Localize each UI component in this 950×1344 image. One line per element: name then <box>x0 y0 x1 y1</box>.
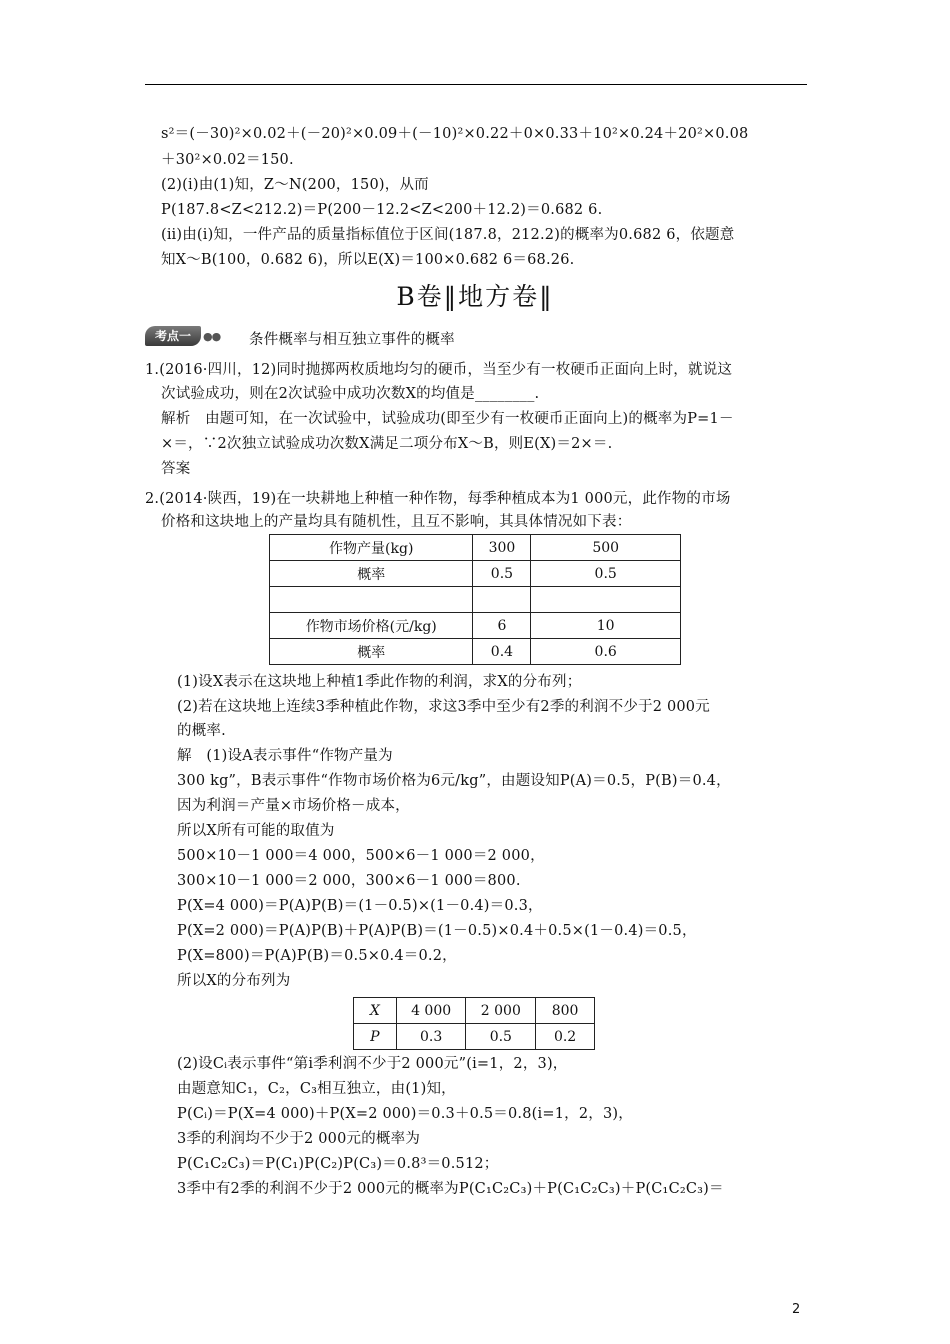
q2-line: 3季的利润均不少于2 000元的概率为 <box>177 1131 421 1147</box>
q2-line: 价格和这块地上的产量均具有随机性，且互不影响，其具体情况如下表： <box>161 514 632 530</box>
q1-line: 解析 由题可知，在一次试验中，试验成功(即至少有一枚硬币正面向上)的概率为P=1－ <box>161 411 734 427</box>
table-cell: 0.5 <box>531 561 681 587</box>
table-cell: X <box>354 998 397 1024</box>
q2-line: 300×10－1 000＝2 000，300×6－1 000＝800. <box>177 873 521 889</box>
section-title: B卷‖地方卷‖ <box>396 282 554 311</box>
q1-line: ×＝，∵2次独立试验成功次数X满足二项分布X～B，则E(X)＝2×＝. <box>161 436 613 452</box>
table-cell: 2 000 <box>466 998 536 1024</box>
q2-line: 的概率. <box>177 723 226 739</box>
table-row <box>270 587 681 613</box>
text-line: 知X～B(100，0.682 6)，所以E(X)＝100×0.682 6＝68.26. <box>161 252 575 268</box>
badge-label: 考点一 <box>145 326 201 346</box>
distribution-table <box>353 997 595 1050</box>
header-rule <box>145 84 807 85</box>
q2-line: (2)若在这块地上连续3季种植此作物，求这3季中至少有2季的利润不少于2 000元 <box>177 699 710 715</box>
q2-line: 所以X所有可能的取值为 <box>177 823 335 839</box>
table-cell: 0.2 <box>536 1024 595 1050</box>
text-line: (ⅱ)由(ⅰ)知，一件产品的质量指标值位于区间(187.8，212.2)的概率为0.682 6，依题意 <box>161 227 735 243</box>
q2-line: P(X=2 000)＝P(A)P(B)＋P(A)P(B)＝(1－0.5)×0.4＋0.5×(1－0.4)＝0.5， <box>177 923 697 939</box>
table-cell: 作物产量(kg) <box>270 535 473 561</box>
page-number: 2 <box>792 1302 801 1317</box>
table-cell <box>531 587 681 613</box>
table-row <box>354 1024 595 1050</box>
table-cell: 0.5 <box>466 1024 536 1050</box>
table-cell: P <box>354 1024 397 1050</box>
badge-dots-icon: ●● <box>203 330 221 343</box>
q2-line: P(X=4 000)＝P(A)P(B)＝(1－0.5)×(1－0.4)＝0.3， <box>177 898 543 914</box>
q2-line: 因为利润＝产量×市场价格－成本， <box>177 798 410 814</box>
q2-line: (2)设Cᵢ表示事件“第i季利润不少于2 000元”(i=1，2，3)， <box>177 1056 568 1072</box>
table-cell: 0.5 <box>473 561 531 587</box>
q1-answer-label: 答案 <box>161 461 191 477</box>
q2-line: 由题意知C₁，C₂，C₃相互独立，由(1)知， <box>177 1081 456 1097</box>
table-row <box>270 613 681 639</box>
q2-line: (1)设X表示在这块地上种植1季此作物的利润，求X的分布列； <box>177 674 582 690</box>
table-cell: 500 <box>531 535 681 561</box>
table-cell: 300 <box>473 535 531 561</box>
table-cell: 作物市场价格(元/kg) <box>270 613 473 639</box>
q2-line: P(C₁C₂C₃)＝P(C₁)P(C₂)P(C₃)＝0.8³＝0.512； <box>177 1156 499 1172</box>
table-cell <box>270 587 473 613</box>
q1-line: 次试验成功，则在2次试验中成功次数X的均值是________. <box>161 386 540 402</box>
q2-line: P(X=800)＝P(A)P(B)＝0.5×0.4＝0.2， <box>177 948 457 964</box>
table-cell: 6 <box>473 613 531 639</box>
text-line: ＋30²×0.02＝150. <box>161 152 294 168</box>
table-cell: 800 <box>536 998 595 1024</box>
table-cell <box>473 587 531 613</box>
q2-line: 2.(2014·陕西，19)在一块耕地上种植一种作物，每季种植成本为1 000元，此作物的市场 <box>145 491 731 507</box>
table-row <box>270 561 681 587</box>
table-cell: 概率 <box>270 639 473 665</box>
table-row <box>354 998 595 1024</box>
text-line: s²＝(－30)²×0.02＋(－20)²×0.09＋(－10)²×0.22＋0×0.33＋10²×0.24＋20²×0.08 <box>161 126 749 142</box>
table-row <box>270 639 681 665</box>
q1-line: 1.(2016·四川，12)同时抛掷两枚质地均匀的硬币，当至少有一枚硬币正面向上时，就说这 <box>145 362 733 378</box>
q2-line: 3季中有2季的利润不少于2 000元的概率为P(C₁C₂C₃)＋P(C₁C₂C₃)＋P(C₁C₂C₃)＝ <box>177 1181 724 1197</box>
topic-badge <box>145 326 229 346</box>
table-row <box>270 535 681 561</box>
text-line: (2)(ⅰ)由(1)知，Z～N(200，150)，从而 <box>161 177 429 193</box>
yield-price-table <box>269 534 681 665</box>
q2-line: 500×10－1 000＝4 000，500×6－1 000＝2 000， <box>177 848 545 864</box>
table-cell: 0.3 <box>396 1024 466 1050</box>
q2-line: P(Cᵢ)＝P(X=4 000)＋P(X=2 000)＝0.3＋0.5＝0.8(i=1，2，3)， <box>177 1106 633 1122</box>
topic-heading: 条件概率与相互独立事件的概率 <box>249 332 455 348</box>
text-line: P(187.8<Z<212.2)＝P(200－12.2<Z<200＋12.2)＝0.682 6. <box>161 202 603 218</box>
table-cell: 4 000 <box>396 998 466 1024</box>
table-cell: 0.4 <box>473 639 531 665</box>
q2-line: 300 kg”，B表示事件“作物市场价格为6元/kg”，由题设知P(A)＝0.5，P(B)＝0.4， <box>177 773 731 789</box>
table-cell: 10 <box>531 613 681 639</box>
q2-line: 解 (1)设A表示事件“作物产量为 <box>177 748 393 764</box>
table-cell: 0.6 <box>531 639 681 665</box>
table-cell: 概率 <box>270 561 473 587</box>
q2-line: 所以X的分布列为 <box>177 973 291 989</box>
